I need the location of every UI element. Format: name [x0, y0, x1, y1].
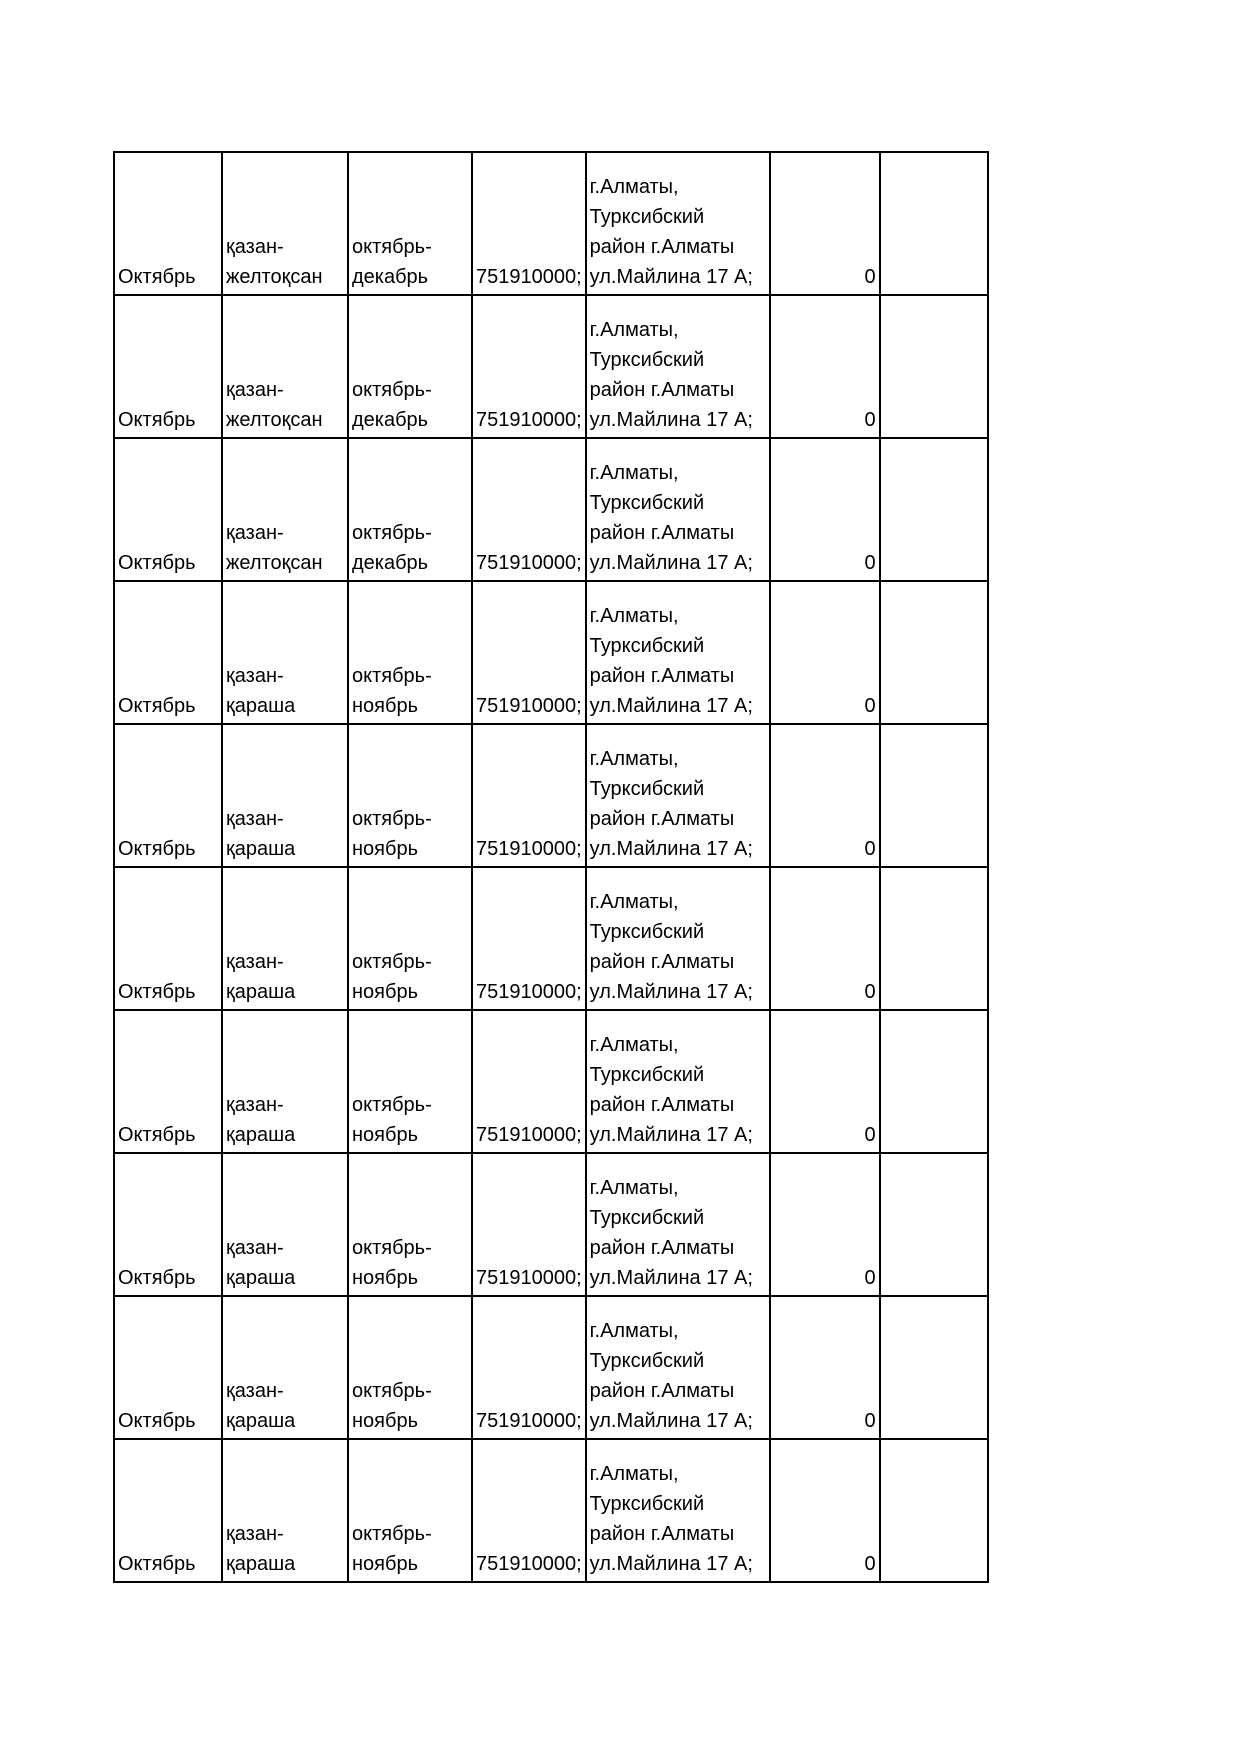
- kz-period-line-2: қараша: [226, 1410, 296, 1432]
- ru-period-cell: [348, 1296, 472, 1439]
- address-line-3: район г.Алматы: [589, 379, 735, 401]
- kz-period-cell: [222, 295, 348, 438]
- address-line-3: район г.Алматы: [589, 1380, 735, 1402]
- kz-period-line-2: қараша: [226, 695, 296, 717]
- value-text: 0: [864, 695, 876, 717]
- address-line-1: г.Алматы,: [589, 891, 679, 913]
- ru-period-line-2: декабрь: [352, 409, 429, 431]
- address-line-2: Турксибский: [589, 492, 705, 514]
- address-line-3: район г.Алматы: [589, 1523, 735, 1545]
- address-line-3: район г.Алматы: [589, 522, 735, 544]
- kz-period-line-1: қазан-: [226, 1094, 284, 1116]
- kz-period-cell: [222, 581, 348, 724]
- ru-period-line-2: ноябрь: [352, 981, 418, 1003]
- ru-period-line-1: октябрь-: [352, 1523, 432, 1545]
- table-row: [114, 438, 988, 581]
- ru-period-cell: [348, 438, 472, 581]
- address-cell: [586, 1439, 770, 1582]
- month-cell: [114, 152, 222, 295]
- kz-period-line-1: қазан-: [226, 1523, 284, 1545]
- month-cell: [114, 295, 222, 438]
- table-row: [114, 1010, 988, 1153]
- month-cell: [114, 867, 222, 1010]
- ru-period-line-1: октябрь-: [352, 1237, 432, 1259]
- month-text: Октябрь: [118, 1410, 196, 1432]
- address-line-1: г.Алматы,: [589, 1320, 679, 1342]
- code-cell: [472, 152, 586, 295]
- kz-period-line-2: желтоқсан: [226, 552, 323, 574]
- empty-cell: [880, 1296, 988, 1439]
- address-line-4: ул.Майлина 17 А;: [589, 409, 753, 431]
- ru-period-line-1: октябрь-: [352, 236, 432, 258]
- code-cell: [472, 581, 586, 724]
- month-text: Октябрь: [118, 838, 196, 860]
- month-text: Октябрь: [118, 1553, 196, 1575]
- address-line-2: Турксибский: [589, 1207, 705, 1229]
- value-cell: [770, 1010, 880, 1153]
- month-text: Октябрь: [118, 1267, 196, 1289]
- ru-period-cell: [348, 295, 472, 438]
- ru-period-line-2: ноябрь: [352, 1267, 418, 1289]
- address-line-3: район г.Алматы: [589, 1237, 735, 1259]
- address-line-3: район г.Алматы: [589, 236, 735, 258]
- value-cell: [770, 438, 880, 581]
- kz-period-line-2: қараша: [226, 1124, 296, 1146]
- address-cell: [586, 438, 770, 581]
- ru-period-line-1: октябрь-: [352, 808, 432, 830]
- code-text: 751910000;: [476, 1124, 582, 1146]
- code-cell: [472, 438, 586, 581]
- kz-period-line-1: қазан-: [226, 1237, 284, 1259]
- value-cell: [770, 724, 880, 867]
- kz-period-line-1: қазан-: [226, 808, 284, 830]
- code-text: 751910000;: [476, 1410, 582, 1432]
- month-cell: [114, 1439, 222, 1582]
- empty-cell: [880, 581, 988, 724]
- kz-period-line-2: қараша: [226, 1267, 296, 1289]
- data-table: [113, 151, 989, 1583]
- month-cell: [114, 1010, 222, 1153]
- value-text: 0: [864, 838, 876, 860]
- address-line-4: ул.Майлина 17 А;: [589, 1553, 753, 1575]
- value-text: 0: [864, 981, 876, 1003]
- table-row: [114, 867, 988, 1010]
- ru-period-line-2: ноябрь: [352, 1410, 418, 1432]
- address-line-2: Турксибский: [589, 1493, 705, 1515]
- code-text: 751910000;: [476, 552, 582, 574]
- address-line-4: ул.Майлина 17 А;: [589, 552, 753, 574]
- month-text: Октябрь: [118, 981, 196, 1003]
- address-line-2: Турксибский: [589, 635, 705, 657]
- table-body: [114, 152, 988, 1582]
- kz-period-line-2: желтоқсан: [226, 409, 323, 431]
- code-cell: [472, 1296, 586, 1439]
- value-text: 0: [864, 1124, 876, 1146]
- value-text: 0: [864, 1553, 876, 1575]
- address-line-4: ул.Майлина 17 А;: [589, 1267, 753, 1289]
- ru-period-cell: [348, 1010, 472, 1153]
- address-line-3: район г.Алматы: [589, 951, 735, 973]
- ru-period-line-2: ноябрь: [352, 1553, 418, 1575]
- table-row: [114, 724, 988, 867]
- month-cell: [114, 438, 222, 581]
- kz-period-cell: [222, 724, 348, 867]
- address-cell: [586, 724, 770, 867]
- value-text: 0: [864, 1267, 876, 1289]
- kz-period-cell: [222, 1439, 348, 1582]
- value-cell: [770, 1296, 880, 1439]
- table-row: [114, 152, 988, 295]
- code-text: 751910000;: [476, 981, 582, 1003]
- address-cell: [586, 1153, 770, 1296]
- ru-period-cell: [348, 1153, 472, 1296]
- address-line-4: ул.Майлина 17 А;: [589, 981, 753, 1003]
- kz-period-line-2: қараша: [226, 1553, 296, 1575]
- ru-period-line-2: декабрь: [352, 552, 429, 574]
- empty-cell: [880, 724, 988, 867]
- code-cell: [472, 724, 586, 867]
- value-text: 0: [864, 266, 876, 288]
- address-line-4: ул.Майлина 17 А;: [589, 838, 753, 860]
- code-text: 751910000;: [476, 409, 582, 431]
- ru-period-line-1: октябрь-: [352, 951, 432, 973]
- month-cell: [114, 724, 222, 867]
- empty-cell: [880, 867, 988, 1010]
- kz-period-line-2: желтоқсан: [226, 266, 323, 288]
- ru-period-cell: [348, 867, 472, 1010]
- table-row: [114, 1153, 988, 1296]
- kz-period-cell: [222, 438, 348, 581]
- month-cell: [114, 581, 222, 724]
- ru-period-line-1: октябрь-: [352, 1094, 432, 1116]
- address-line-2: Турксибский: [589, 921, 705, 943]
- table-row: [114, 581, 988, 724]
- month-cell: [114, 1153, 222, 1296]
- value-cell: [770, 1439, 880, 1582]
- address-line-2: Турксибский: [589, 349, 705, 371]
- ru-period-cell: [348, 1439, 472, 1582]
- ru-period-cell: [348, 724, 472, 867]
- code-text: 751910000;: [476, 695, 582, 717]
- month-text: Октябрь: [118, 409, 196, 431]
- address-line-4: ул.Майлина 17 А;: [589, 266, 753, 288]
- address-cell: [586, 152, 770, 295]
- ru-period-line-1: октябрь-: [352, 1380, 432, 1402]
- address-cell: [586, 581, 770, 724]
- address-line-4: ул.Майлина 17 А;: [589, 1410, 753, 1432]
- value-cell: [770, 295, 880, 438]
- month-text: Октябрь: [118, 695, 196, 717]
- address-line-1: г.Алматы,: [589, 1463, 679, 1485]
- value-text: 0: [864, 409, 876, 431]
- code-cell: [472, 867, 586, 1010]
- code-cell: [472, 1010, 586, 1153]
- address-line-2: Турксибский: [589, 1350, 705, 1372]
- address-line-4: ул.Майлина 17 А;: [589, 1124, 753, 1146]
- kz-period-cell: [222, 152, 348, 295]
- month-cell: [114, 1296, 222, 1439]
- ru-period-line-2: декабрь: [352, 266, 429, 288]
- kz-period-line-1: қазан-: [226, 236, 284, 258]
- empty-cell: [880, 1439, 988, 1582]
- empty-cell: [880, 295, 988, 438]
- code-cell: [472, 295, 586, 438]
- empty-cell: [880, 152, 988, 295]
- address-line-3: район г.Алматы: [589, 665, 735, 687]
- address-cell: [586, 1010, 770, 1153]
- ru-period-cell: [348, 152, 472, 295]
- address-line-1: г.Алматы,: [589, 605, 679, 627]
- month-text: Октябрь: [118, 1124, 196, 1146]
- kz-period-cell: [222, 867, 348, 1010]
- address-line-2: Турксибский: [589, 1064, 705, 1086]
- code-text: 751910000;: [476, 266, 582, 288]
- address-line-3: район г.Алматы: [589, 1094, 735, 1116]
- kz-period-line-2: қараша: [226, 981, 296, 1003]
- address-line-1: г.Алматы,: [589, 176, 679, 198]
- value-cell: [770, 581, 880, 724]
- code-cell: [472, 1439, 586, 1582]
- month-text: Октябрь: [118, 552, 196, 574]
- address-cell: [586, 867, 770, 1010]
- address-cell: [586, 295, 770, 438]
- address-line-2: Турксибский: [589, 206, 705, 228]
- ru-period-line-1: октябрь-: [352, 522, 432, 544]
- empty-cell: [880, 1153, 988, 1296]
- table-row: [114, 295, 988, 438]
- kz-period-line-1: қазан-: [226, 665, 284, 687]
- kz-period-line-1: қазан-: [226, 522, 284, 544]
- kz-period-line-1: қазан-: [226, 1380, 284, 1402]
- address-line-1: г.Алматы,: [589, 1034, 679, 1056]
- value-cell: [770, 867, 880, 1010]
- value-cell: [770, 152, 880, 295]
- code-text: 751910000;: [476, 1267, 582, 1289]
- kz-period-cell: [222, 1153, 348, 1296]
- value-text: 0: [864, 552, 876, 574]
- kz-period-line-1: қазан-: [226, 951, 284, 973]
- address-line-1: г.Алматы,: [589, 319, 679, 341]
- ru-period-line-1: октябрь-: [352, 379, 432, 401]
- kz-period-line-1: қазан-: [226, 379, 284, 401]
- value-cell: [770, 1153, 880, 1296]
- ru-period-cell: [348, 581, 472, 724]
- ru-period-line-2: ноябрь: [352, 838, 418, 860]
- address-line-1: г.Алматы,: [589, 748, 679, 770]
- address-line-2: Турксибский: [589, 778, 705, 800]
- code-text: 751910000;: [476, 838, 582, 860]
- ru-period-line-2: ноябрь: [352, 1124, 418, 1146]
- table-row: [114, 1296, 988, 1439]
- code-cell: [472, 1153, 586, 1296]
- kz-period-cell: [222, 1010, 348, 1153]
- kz-period-line-2: қараша: [226, 838, 296, 860]
- code-text: 751910000;: [476, 1553, 582, 1575]
- address-line-1: г.Алматы,: [589, 1177, 679, 1199]
- kz-period-cell: [222, 1296, 348, 1439]
- value-text: 0: [864, 1410, 876, 1432]
- ru-period-line-2: ноябрь: [352, 695, 418, 717]
- address-line-4: ул.Майлина 17 А;: [589, 695, 753, 717]
- ru-period-line-1: октябрь-: [352, 665, 432, 687]
- table-row: [114, 1439, 988, 1582]
- address-cell: [586, 1296, 770, 1439]
- empty-cell: [880, 1010, 988, 1153]
- month-text: Октябрь: [118, 266, 196, 288]
- address-line-3: район г.Алматы: [589, 808, 735, 830]
- empty-cell: [880, 438, 988, 581]
- address-line-1: г.Алматы,: [589, 462, 679, 484]
